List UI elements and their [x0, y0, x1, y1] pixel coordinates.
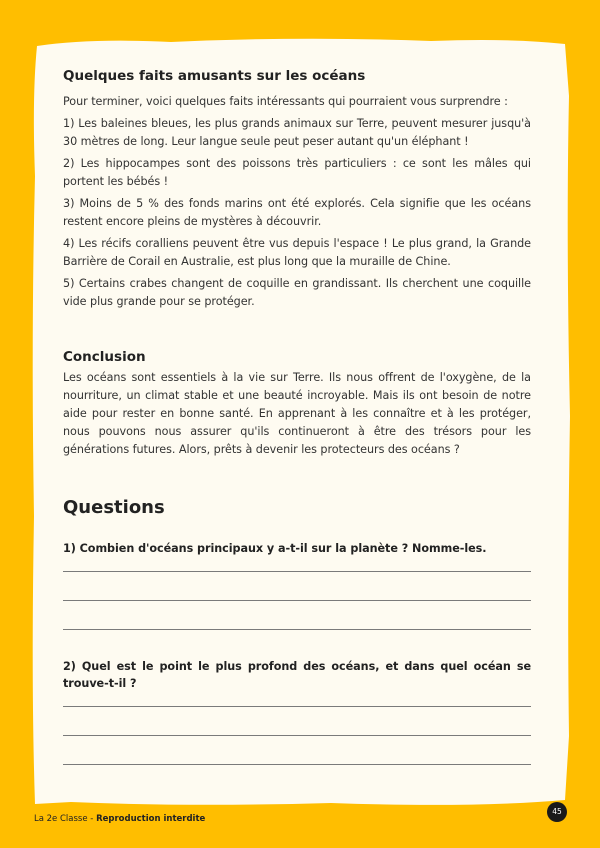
conclusion-title: Conclusion: [63, 349, 146, 365]
questions-title: Questions: [63, 497, 165, 518]
fun-facts-title: Quelques faits amusants sur les océans: [63, 68, 366, 84]
fun-facts-section: [63, 68, 531, 311]
conclusion-section: [63, 349, 531, 459]
page-footer: [34, 814, 205, 824]
fact-item: 1) Les baleines bleues, les plus grands animaux sur Terre, peuvent mesurer jusqu'à 30 mètres de long. Leur langue seule peut peser autant qu'un éléphant !: [63, 117, 531, 148]
answer-line[interactable]: [63, 764, 531, 765]
fact-item: 5) Certains crabes changent de coquille en grandissant. Ils cherchent une coquille vide plus grande pour se protéger.: [63, 277, 531, 308]
question-1: 1) Combien d'océans principaux y a-t-il sur la planète ? Nomme-les.: [63, 542, 487, 555]
conclusion-text: Les océans sont essentiels à la vie sur Terre. Ils nous offrent de l'oxygène, de la nourriture, un climat stable et une beauté incroyable. Mais ils ont besoin de notre aide pour rester en bonne santé. En apprenant à les connaître et à les protéger, nous pouvons nous assurer qu'ils continueront à être des trésors pour les générations futures. Alors, prêts à devenir les protecteurs des océans ?: [63, 371, 531, 456]
answer-line[interactable]: [63, 735, 531, 736]
answer-line[interactable]: [63, 571, 531, 572]
fact-item: 3) Moins de 5 % des fonds marins ont été explorés. Cela signifie que les océans restent encore pleins de mystères à découvrir.: [63, 197, 531, 228]
footer-notice: Reproduction interdite: [96, 814, 206, 824]
answer-line[interactable]: [63, 600, 531, 601]
question-2: 2) Quel est le point le plus profond des océans, et dans quel océan se trouve-t-il ?: [63, 660, 531, 690]
fun-facts-intro: Pour terminer, voici quelques faits intéressants qui pourraient vous surprendre :: [63, 95, 508, 108]
answer-lines-1: [63, 571, 531, 630]
questions-section: [63, 497, 531, 765]
fact-item: 4) Les récifs coralliens peuvent être vus depuis l'espace ! Le plus grand, la Grande Barrière de Corail en Australie, est plus long que la muraille de Chine.: [63, 237, 531, 268]
answer-line[interactable]: [63, 629, 531, 630]
answer-line[interactable]: [63, 706, 531, 707]
page-number-badge: 45: [547, 802, 567, 822]
fact-item: 2) Les hippocampes sont des poissons très particuliers : ce sont les mâles qui portent les bébés !: [63, 157, 531, 188]
footer-brand: La 2e Classe -: [34, 814, 97, 824]
page-content: [63, 68, 531, 793]
answer-lines-2: [63, 706, 531, 765]
